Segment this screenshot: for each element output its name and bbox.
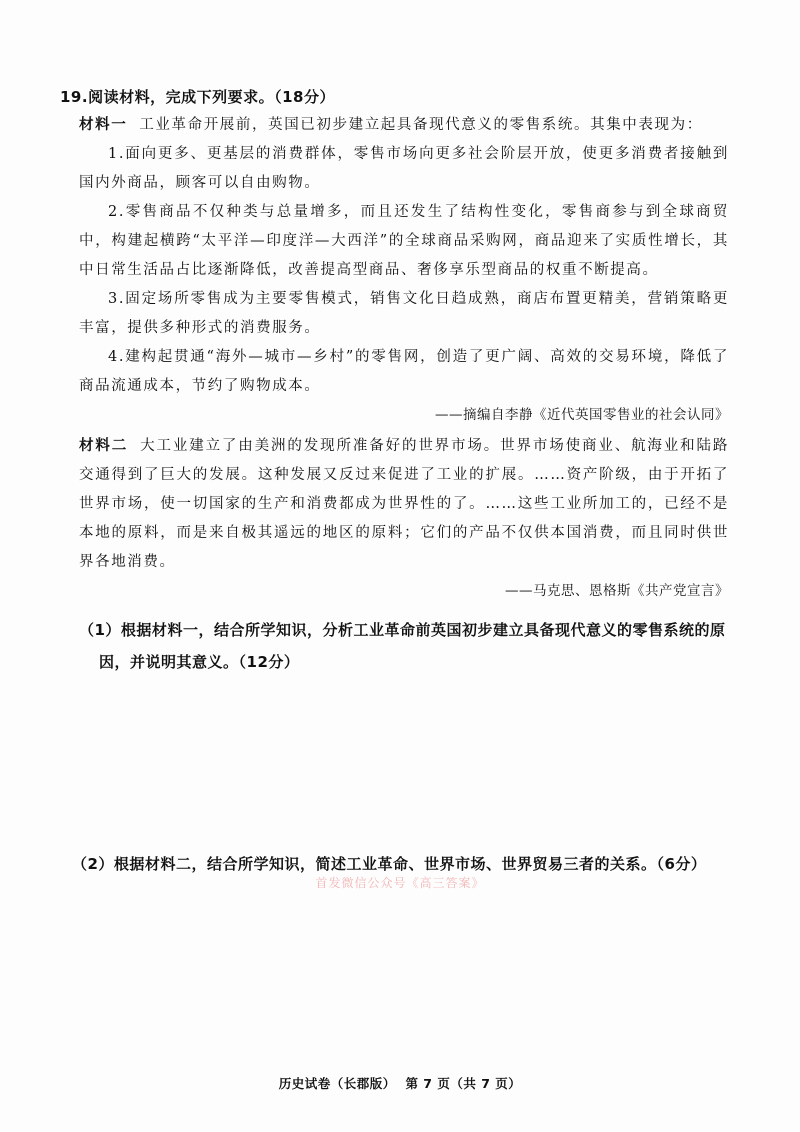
material-one-source: ——摘编自李静《近代英国零售业的社会认同》 <box>435 407 729 423</box>
material-two <box>79 431 729 606</box>
material-two-text: 大工业建立了由美洲的发现所准备好的世界市场。世界市场使商业、航海业和陆路交通得到了巨大的发展。这种发展又反过来促进了工业的扩展。……资产阶级，由于开拓了世界市场，使一切国家的生产和消费都成为世界性的了。……这些工业所加工的，已经不是本地的原料，而是来自极其遥远的地区的原料；它们的产品不仅供本国消费，而且同时供世界各地消费。 <box>79 438 729 570</box>
material-one <box>79 110 729 430</box>
material-one-intro: 工业革命开展前，英国已初步建立起具备现代意义的零售系统。其集中表现为： <box>139 117 703 133</box>
page-footer: 历史试卷（长郡版） 第 7 页（共 7 页） <box>278 1076 522 1091</box>
material-two-label: 材料二 <box>79 437 129 454</box>
watermark: 首发微信公众号《高三答案》 <box>315 876 485 890</box>
material-one-point-4: 4.建构起贯通“海外—城市—乡村”的零售网，创造了更广阔、高效的交易环境，降低了商品流通成本，节约了购物成本。 <box>79 349 729 394</box>
sub-question-1-line-2: 因，并说明其意义。（12分） <box>99 653 300 671</box>
material-one-label: 材料一 <box>79 116 128 133</box>
material-one-intro-line <box>79 110 729 140</box>
material-one-point-2: 2.零售商品不仅种类与总量增多，而且还发生了结构性变化，零售商参与到全球商贸中，构建起横跨“太平洋—印度洋—大西洋”的全球商品采购网，商品迎来了实质性增长，其中日常生活品占比逐渐降低，改善提高型商品、奢侈享乐型商品的权重不断提高。 <box>79 204 729 278</box>
sub-question-2: （2）根据材料二，结合所学知识，简述工业革命、世界市场、世界贸易三者的关系。（6分） <box>72 855 707 873</box>
material-one-point-3: 3.固定场所零售成为主要零售模式，销售文化日趋成熟，商店布置更精美，营销策略更丰富，提供多种形式的消费服务。 <box>79 291 729 336</box>
material-two-source: ——马克思、恩格斯《共产党宣言》 <box>505 583 729 599</box>
sub-question-1-line-1: （1）根据材料一，结合所学知识，分析工业革命前英国初步建立具备现代意义的零售系统的原 <box>79 621 726 639</box>
material-two-body <box>79 431 729 577</box>
sub-question-1 <box>79 614 729 678</box>
material-one-point-1: 1.面向更多、更基层的消费群体，零售市场向更多社会阶层开放，使更多消费者接触到国内外商品，顾客可以自由购物。 <box>79 146 729 191</box>
question-title: 19.阅读材料，完成下列要求。（18分） <box>60 88 335 106</box>
